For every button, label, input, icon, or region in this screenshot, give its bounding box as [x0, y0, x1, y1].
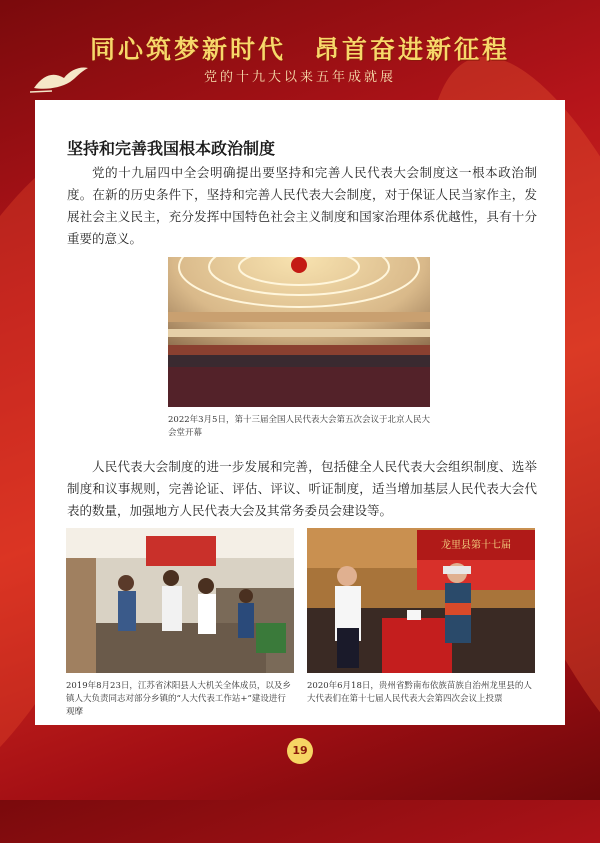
- left-photo-caption: 2019年8月23日，江苏省沭阳县人大机关全体成员，以及乡镇人大负责同志对部分乡镇的“人大代表工作站+”建设进行观摩: [66, 681, 291, 717]
- guizhou-voting-photo: [307, 528, 535, 673]
- hall-banner-text: 龙里县第十七届: [441, 540, 511, 551]
- section-title: 坚持和完善我国根本政治制度: [67, 139, 276, 158]
- page-subtitle: 党的十九大以来五年成就展: [203, 70, 396, 85]
- main-photo-caption: 2022年3月5日，第十三届全国人民代表大会第五次会议于北京人民大会堂开幕: [168, 415, 430, 438]
- jiangsu-meeting-photo: [66, 528, 294, 673]
- page-title: 同心筑梦新时代 昂首奋进新征程: [89, 35, 510, 64]
- great-hall-photo: [168, 257, 430, 407]
- page-header: [0, 0, 600, 100]
- intro-paragraph: 党的十九届四中全会明确提出要坚持和完善人民代表大会制度这一根本政治制度。在新的历史条件下，坚持和完善人民代表大会制度，对于保证人民当家作主，发展社会主义民主，充分发挥中国特色社会主义制度和国家治理体系优越性，具有十分重要的意义。: [67, 165, 537, 246]
- right-photo-caption: 2020年6月18日，贵州省黔南布依族苗族自治州龙里县的人大代表们在第十七届人民代表大会第四次会议上投票: [307, 681, 532, 704]
- second-paragraph: 人民代表大会制度的进一步发展和完善，包括健全人民代表大会组织制度、选举制度和议事规则，完善论证、评估、评议、听证制度，适当增加基层人民代表大会代表的数量，加强地方人民代表大会及其常务委员会建设等。: [67, 459, 537, 518]
- page-number: 19: [287, 738, 313, 764]
- dove-icon: [30, 64, 90, 94]
- content-panel: [35, 100, 565, 725]
